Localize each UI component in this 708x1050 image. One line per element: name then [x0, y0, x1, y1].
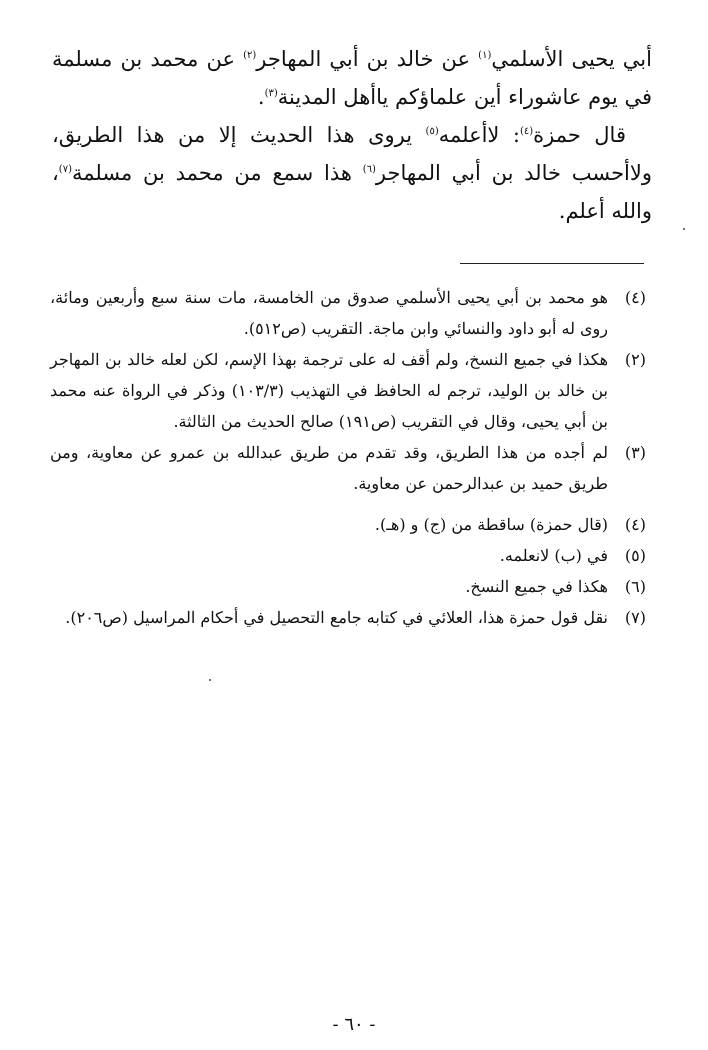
footnote-number: (٤) [624, 288, 646, 307]
main-paragraph-1: أبي يحيى الأسلمي$^{(١)}$ عن خالد بن أبي المهاجر$^{(٢)}$ عن محمد بن مسلمة في يوم عاشوراء أين علماؤكم ياأهل المدينة$^{(٣)}$. [52, 47, 652, 109]
footnotes [50, 282, 646, 633]
page-number: - ٦٠ - [332, 1014, 376, 1035]
main-text [52, 40, 652, 230]
footnote-item [50, 602, 646, 633]
footnote-text: هكذا في جميع النسخ، ولم أقف له على ترجمة بهذا الإسم، لكن لعله خالد بن المهاجر بن خالد بن الوليد، ترجم له الحافظ في التهذيب (١٠٣/٣) وذكر في الرواة عنه محمد بن أبي يحيى، وقال في التقريب (ص١٩١) صالح الحديث من الثالثة. [50, 350, 609, 431]
footnote-ref-3: (٣) [264, 88, 278, 99]
footnote-number: (٤) [624, 515, 646, 534]
footnote-text: هكذا في جميع النسخ. [465, 577, 608, 596]
footnote-ref-5: (٥) [425, 126, 439, 137]
footnote-number: (٧) [624, 608, 646, 627]
footnote-number: (٣) [624, 443, 646, 462]
footnote-text: هو محمد بن أبي يحيى الأسلمي صدوق من الخامسة، مات سنة سبع وأربعين ومائة، روى له أبو داود والنسائي وابن ماجة. التقريب (ص٥١٢). [50, 288, 608, 338]
footnote-item [50, 540, 646, 571]
footnote-item [50, 509, 646, 540]
footnote-text: (قال حمزة) ساقطة من (ج) و (هـ). [374, 515, 608, 534]
footnote-item [50, 344, 646, 437]
footnote-number: (٥) [624, 546, 646, 565]
footnote-ref-2: (٢) [243, 50, 257, 61]
footnote-ref-1: (١) [478, 50, 492, 61]
footnote-ref-6: (٦) [362, 164, 376, 175]
footnote-item [50, 437, 646, 499]
footnote-text: في (ب) لانعلمه. [499, 546, 608, 565]
scan-speck [209, 679, 211, 681]
main-paragraph-2: قال حمزة$^{(٤)}$: لاأعلمه$^{(٥)}$ يروى هذا الحديث إلا من هذا الطريق، ولاأحسب خالد بن أبي المهاجر$^{(٦)}$ هذا سمع من محمد بن مسلمة$^{(٧)}$، والله أعلم. [52, 123, 652, 223]
footnote-ref-7: (٧) [58, 164, 72, 175]
footnote-item [50, 282, 646, 344]
footnote-number: (٦) [624, 577, 646, 596]
footnote-number: (٢) [624, 350, 646, 369]
footnote-text: نقل قول حمزة هذا، العلائي في كتابه جامع التحصيل في أحكام المراسيل (ص٢٠٦). [65, 608, 608, 627]
footnote-item [50, 571, 646, 602]
scan-speck [683, 228, 685, 230]
footnote-ref-4: (٤) [519, 126, 534, 137]
footnote-separator [460, 263, 644, 264]
footnote-text: لم أجده من هذا الطريق، وقد تقدم من طريق عبدالله بن عمرو عن معاوية، ومن طريق حميد بن عبدالرحمن عن معاوية. [50, 443, 608, 493]
